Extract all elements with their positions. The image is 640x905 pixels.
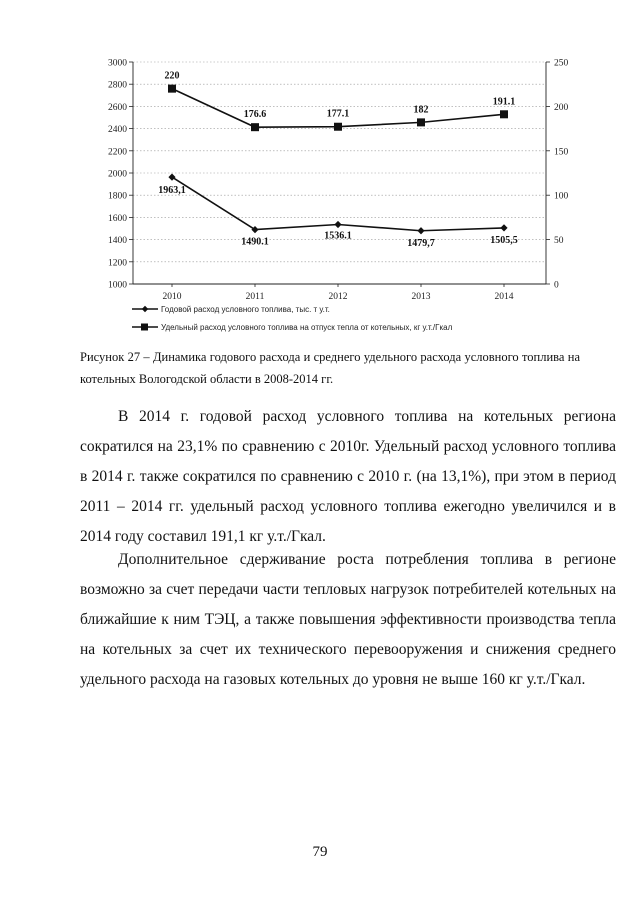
left-tick-label: 2400	[108, 125, 127, 136]
right-axis-ticks	[546, 59, 569, 291]
x-tick-label: 2013	[411, 292, 431, 302]
series-2-data-label: 182	[413, 104, 429, 116]
series-2-point	[251, 123, 259, 131]
left-tick-label: 2000	[108, 169, 127, 180]
series-2-data-label: 191.1	[492, 96, 516, 108]
page-number: 79	[312, 844, 328, 860]
legend-label-2: Удельный расход условного топлива на отпуск тепла от котельных, кг у.т./Гкал	[161, 323, 453, 332]
series-1-point	[334, 221, 341, 228]
right-tick-label: 200	[554, 102, 569, 113]
x-axis-ticks	[163, 284, 514, 302]
left-tick-label: 2600	[108, 102, 127, 113]
series-1-data-label: 1479,7	[407, 237, 435, 249]
series-2-point	[168, 85, 176, 93]
series-2-data-label: 176.6	[243, 109, 267, 121]
series-1-point	[500, 224, 507, 231]
body-paragraph-2	[80, 545, 616, 695]
legend-marker-diamond	[142, 306, 148, 312]
legend-label-1: Годовой расход условного топлива, тыс. т у.т.	[161, 305, 330, 314]
right-tick-label: 50	[554, 236, 564, 247]
x-tick-label: 2010	[162, 292, 182, 302]
paragraph-2-text: Дополнительное сдерживание роста потребления топлива в регионе возможно за счет передачи части тепловых нагрузок потребителей котельных на ближайшие к ним ТЭЦ, а также повышения эффективности производства тепла на котельных за счет их технического перевооружения и снижения среднего удельного расхода на газовых котельных до уровня не выше 160 кг у.т./Гкал.	[80, 551, 616, 688]
left-tick-label: 1400	[108, 236, 127, 247]
series-2-point	[334, 123, 342, 131]
chart-legend	[132, 305, 453, 332]
series-1-data-label: 1505,5	[490, 234, 518, 246]
legend-marker-square	[141, 324, 148, 331]
x-tick-label: 2014	[494, 292, 514, 302]
right-tick-label: 250	[554, 58, 569, 69]
paragraph-1-text: В 2014 г. годовой расход условного топлива на котельных региона сократился на 23,1% по сравнению с 2010г. Удельный расход условного топлива в 2014 г. также сократился по сравнению с 2010 г. (на 13,1%), при этом в период 2011 – 2014 гг. удельный расход условного топлива ежегодно увеличился и в 2014 году составил 191,1 кг у.т./Гкал.	[80, 408, 616, 545]
x-tick-label: 2011	[245, 292, 265, 302]
left-tick-label: 2200	[108, 147, 127, 158]
x-tick-label: 2012	[328, 292, 348, 302]
left-tick-label: 3000	[108, 58, 127, 69]
left-tick-label: 2800	[108, 80, 127, 91]
right-tick-label: 100	[554, 191, 569, 202]
left-tick-label: 1000	[108, 280, 127, 291]
series-1-data-label: 1490.1	[241, 236, 269, 248]
left-tick-label: 1600	[108, 213, 127, 224]
figure-caption: Рисунок 27 – Динамика годового расхода и среднего удельного расхода условного топлива на котельных Вологодской области в 2008-2014 гг.	[80, 350, 580, 386]
series-1-data-label: 1536.1	[324, 230, 352, 242]
series-1-data-label: 1963,1	[158, 185, 186, 197]
series-1-point	[417, 227, 424, 234]
series-2-point	[500, 110, 508, 118]
left-tick-label: 1200	[108, 258, 127, 269]
body-paragraph-1	[80, 402, 616, 552]
series-2-data-label: 177.1	[326, 108, 350, 120]
left-axis-ticks	[108, 59, 133, 291]
series-2-point	[417, 118, 425, 126]
right-tick-label: 150	[554, 147, 569, 158]
fuel-consumption-chart	[0, 0, 640, 340]
series-2-data-label: 220	[164, 70, 180, 82]
left-tick-label: 1800	[108, 191, 127, 202]
right-tick-label: 0	[554, 280, 559, 291]
chart-series	[158, 71, 518, 249]
